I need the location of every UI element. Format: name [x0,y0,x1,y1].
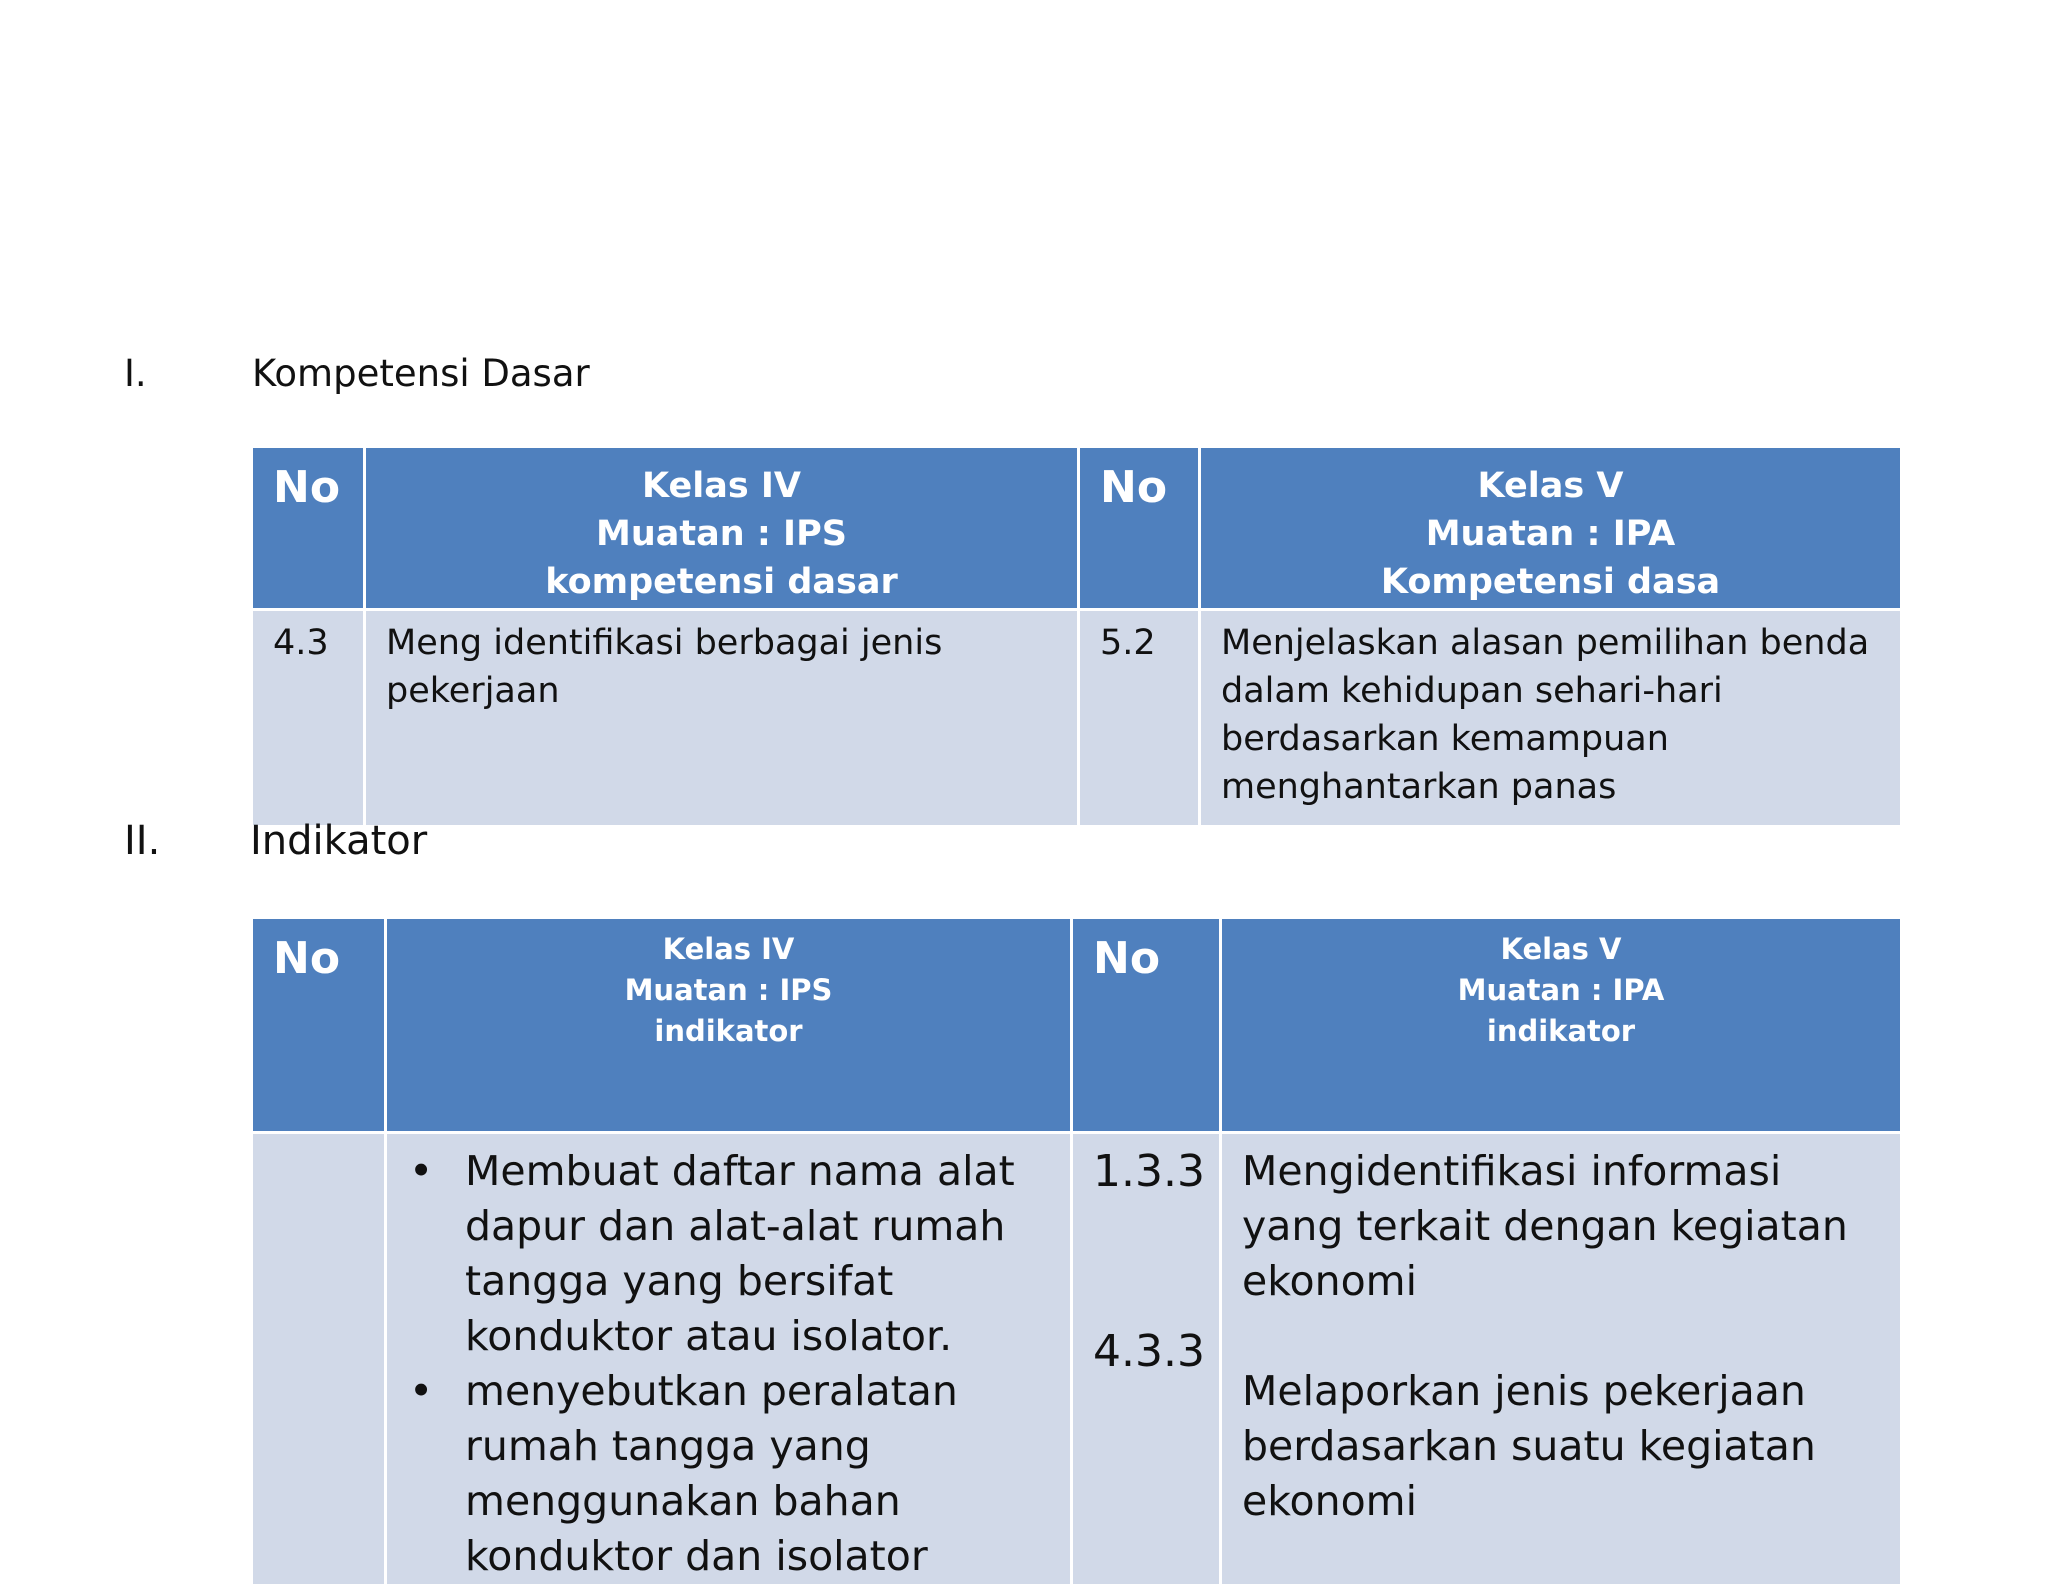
header-kelas-iv [366,448,1077,608]
header-line: Muatan : IPA [1425,514,1676,554]
header-line: indikator [654,1014,803,1048]
indikator-list [401,1144,1056,1584]
header-line: Muatan : IPS [624,973,833,1007]
section-number: I. [124,352,147,395]
indikator-table [250,916,1903,1587]
list-item-text: Membuat daftar nama alat dapur dan alat-alat rumah tangga yang bersifat konduktor atau isolator. [465,1147,1015,1360]
bullet-icon: • [409,1367,434,1415]
section-title: Kompetensi Dasar [252,352,590,395]
section-title: Indikator [250,818,428,864]
cell-no-left: 4.3 [253,611,363,825]
header-line: Kelas IV [642,466,801,506]
spacer [1093,1199,1219,1254]
header-no-left: No [253,919,384,1131]
header-line: Kompetensi dasa [1380,562,1721,602]
indikator-number: 4.3.3 [1093,1326,1205,1377]
cell-kd-kelas-iv: Meng identifikasi berbagai jenis pekerjaan [366,611,1077,825]
cell-no-left [253,1134,384,1584]
section-heading-indikator [124,818,824,868]
spacer [1093,1254,1219,1324]
list-item-text: menyebutkan peralatan rumah tangga yang menggunakan bahan konduktor dan isolator [465,1367,958,1580]
header-line: Kelas V [1477,466,1624,506]
cell-indikator-kelas-v [1222,1134,1900,1584]
cell-no-right: 5.2 [1080,611,1198,825]
kompetensi-dasar-table [250,445,1903,828]
header-no-right: No [1073,919,1219,1131]
cell-no-right [1073,1134,1219,1584]
section-number: II. [124,818,161,864]
header-kelas-v [1222,919,1900,1131]
header-line: Kelas IV [662,932,795,966]
list-item [401,1144,1056,1364]
header-line: Muatan : IPS [596,514,847,554]
header-no-right: No [1080,448,1198,608]
list-item [401,1364,1056,1584]
header-line: Muatan : IPA [1457,973,1665,1007]
indikator-number: 1.3.3 [1093,1146,1205,1197]
header-line: Kelas V [1500,932,1622,966]
table-header-row [253,919,1900,1131]
cell-indikator-kelas-iv [387,1134,1070,1584]
cell-kd-kelas-v: Menjelaskan alasan pemilihan benda dalam kehidupan sehari-hari berdasarkan kemampuan menghantarkan panas [1201,611,1900,825]
table-header-row [253,448,1900,608]
header-line: indikator [1486,1014,1636,1048]
section-heading-kompetensi [124,352,824,402]
header-kelas-iv [387,919,1070,1131]
table-row [253,1134,1900,1584]
table-row [253,611,1900,825]
header-kelas-v [1201,448,1900,608]
indikator-text: Melaporkan jenis pekerjaan berdasarkan suatu kegiatan ekonomi [1242,1367,1816,1525]
header-no-left: No [253,448,363,608]
indikator-text: Mengidentifikasi informasi yang terkait dengan kegiatan ekonomi [1242,1147,1848,1305]
spacer [1242,1309,1880,1364]
bullet-icon: • [409,1147,434,1195]
header-line: kompetensi dasar [545,562,898,602]
